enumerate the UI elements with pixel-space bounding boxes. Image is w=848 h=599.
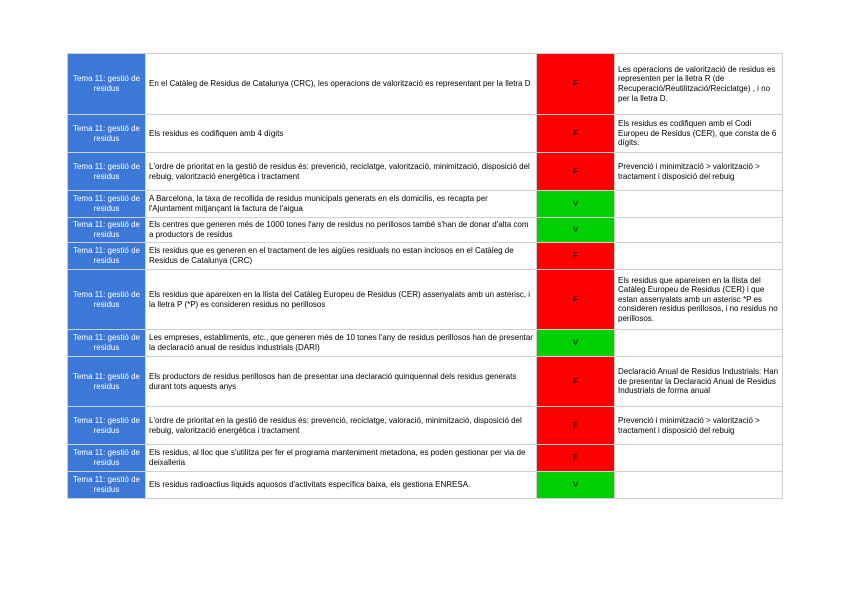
answer-cell[interactable]: F xyxy=(537,357,615,407)
topic-cell[interactable]: Tema 11: gestió de residus xyxy=(68,243,146,270)
question-cell[interactable]: Els centres que generen més de 1000 tones l'any de residus no perillosos també s'han de donar d'alta com a productors de residus xyxy=(146,218,537,243)
table-row xyxy=(68,445,783,472)
answer-cell[interactable]: V xyxy=(537,218,615,243)
question-cell[interactable]: L'ordre de prioritat en la gestió de residus és: prevenció, reciclatge, valorització, minimització, disposició del rebuig, valorització energètica i tractament xyxy=(146,153,537,191)
answer-cell[interactable]: F xyxy=(537,153,615,191)
table-row xyxy=(68,153,783,191)
answer-cell[interactable]: V xyxy=(537,330,615,357)
topic-cell[interactable]: Tema 11: gestió de residus xyxy=(68,357,146,407)
note-cell[interactable] xyxy=(615,243,783,270)
topic-cell[interactable]: Tema 11: gestió de residus xyxy=(68,407,146,445)
question-cell[interactable]: Els residus radioactius líquids aquosos d'activitats específica baixa, els gestiona ENRESA. xyxy=(146,472,537,499)
note-cell[interactable]: Les operacions de valorització de residus es representen per la lletra R (de Recuperació/Reutilització/Reciclatge) , i no per la lletra D. xyxy=(615,54,783,115)
topic-cell[interactable]: Tema 11: gestió de residus xyxy=(68,330,146,357)
table-row xyxy=(68,191,783,218)
question-cell[interactable]: Els residus que apareixen en la llista del Catàleg Europeu de Residus (CER) assenyalats amb un asterisc, i la lletra P (*P) es consideren residus no perillosos xyxy=(146,270,537,330)
note-cell[interactable]: Els residus que apareixen en la llista del Catàleg Europeu de Residus (CER) i que estan assenyalats amb un asterisc *P es consideren residus perillosos, i no residus no perillosos. xyxy=(615,270,783,330)
note-cell[interactable]: Prevenció i minimització > valorització > tractament i disposició del rebuig xyxy=(615,153,783,191)
table-row xyxy=(68,472,783,499)
quiz-table xyxy=(67,53,783,499)
answer-cell[interactable]: F xyxy=(537,115,615,153)
table-row xyxy=(68,115,783,153)
question-cell[interactable]: Els residus, al lloc que s'utilitza per fer el programa manteniment metadona, es poden gestionar per via de deixalleria xyxy=(146,445,537,472)
answer-cell[interactable]: F xyxy=(537,407,615,445)
answer-cell[interactable]: F xyxy=(537,54,615,115)
question-cell[interactable]: Els residus es codifiquen amb 4 dígits xyxy=(146,115,537,153)
table-row xyxy=(68,357,783,407)
topic-cell[interactable]: Tema 11: gestió de residus xyxy=(68,153,146,191)
question-cell[interactable]: A Barcelona, la taxa de recollida de residus municipals generats en els domicilis, es recapta per l'Ajuntament mitjançant la factura de l'aigua xyxy=(146,191,537,218)
question-cell[interactable]: Els productors de residus perillosos han de presentar una declaració quinquennal dels residus generats durant tots aquests anys xyxy=(146,357,537,407)
table-row xyxy=(68,243,783,270)
note-cell[interactable] xyxy=(615,445,783,472)
note-cell[interactable] xyxy=(615,191,783,218)
answer-cell[interactable]: F xyxy=(537,243,615,270)
answer-cell[interactable]: F xyxy=(537,445,615,472)
topic-cell[interactable]: Tema 11: gestió de residus xyxy=(68,218,146,243)
question-cell[interactable]: L'ordre de prioritat en la gestió de residus és: prevenció, reciclatge, valoració, minimització, disposició del rebuig, valorització energètica i tractament xyxy=(146,407,537,445)
topic-cell[interactable]: Tema 11: gestió de residus xyxy=(68,270,146,330)
table-row xyxy=(68,407,783,445)
topic-cell[interactable]: Tema 11: gestió de residus xyxy=(68,191,146,218)
answer-cell[interactable]: F xyxy=(537,270,615,330)
table-row xyxy=(68,330,783,357)
question-cell[interactable]: Les empreses, establiments, etc., que generen més de 10 tones l'any de residus perillosos han de presentar la declaració anual de residus industrials (DARI) xyxy=(146,330,537,357)
answer-cell[interactable]: V xyxy=(537,472,615,499)
table-row xyxy=(68,270,783,330)
question-cell[interactable]: Els residus que es generen en el tractament de les aigües residuals no estan inclosos en el Catàleg de Residus de Catalunya (CRC) xyxy=(146,243,537,270)
table-row xyxy=(68,54,783,115)
question-cell[interactable]: En el Catàleg de Residus de Catalunya (CRC), les operacions de valorització es representant per la lletra D xyxy=(146,54,537,115)
note-cell[interactable]: Declaració Anual de Residus Industrials: Han de presentar la Declaració Anual de Residus Industrials de forma anual xyxy=(615,357,783,407)
note-cell[interactable] xyxy=(615,330,783,357)
note-cell[interactable]: Prevenció i minimització > valorització > tractament i disposició del rebuig xyxy=(615,407,783,445)
note-cell[interactable] xyxy=(615,218,783,243)
note-cell[interactable]: Els residus es codifiquen amb el Codi Europeu de Residus (CER), que consta de 6 dígits. xyxy=(615,115,783,153)
topic-cell[interactable]: Tema 11: gestió de residus xyxy=(68,54,146,115)
answer-cell[interactable]: V xyxy=(537,191,615,218)
table-row xyxy=(68,218,783,243)
note-cell[interactable] xyxy=(615,472,783,499)
topic-cell[interactable]: Tema 11: gestió de residus xyxy=(68,115,146,153)
topic-cell[interactable]: Tema 11: gestió de residus xyxy=(68,445,146,472)
topic-cell[interactable]: Tema 11: gestió de residus xyxy=(68,472,146,499)
